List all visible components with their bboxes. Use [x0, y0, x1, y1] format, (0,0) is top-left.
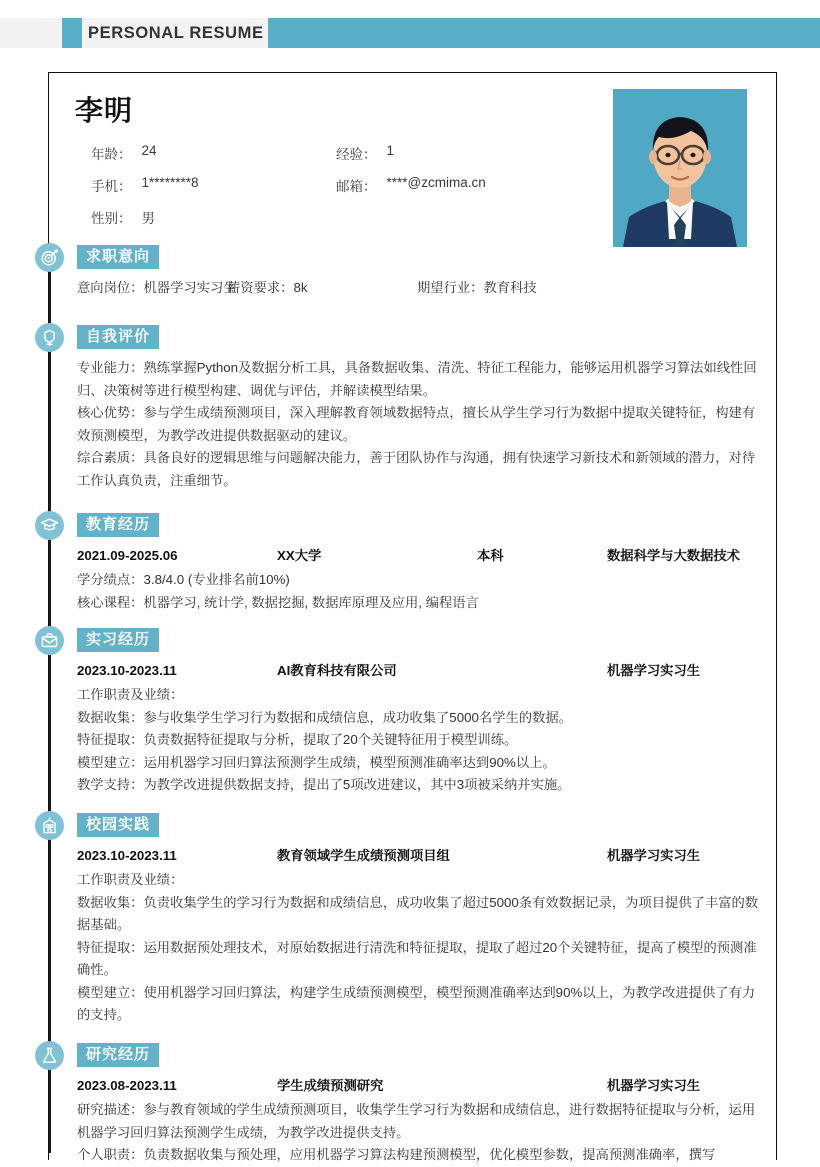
info-row [91, 143, 611, 163]
section-title-campus-practice: 校园实践 [77, 813, 159, 837]
education-school: XX大学 [277, 548, 322, 563]
education-detail: 学分绩点：3.8/4.0 (专业排名前10%) [77, 572, 290, 587]
banner-accent-bar [268, 18, 820, 48]
internship-detail: 模型建立：运用机器学习回归算法预测学生成绩，模型预测准确率达到90%以上。 [77, 754, 556, 770]
section-title-job-intent: 求职意向 [77, 245, 159, 269]
campus-detail: 数据收集：负责收集学生的学习行为数据和成绩信息，成功收集了超过5000条有效数据记录，为项目提供了丰富的数据基础。 [77, 894, 759, 932]
education-major: 数据科学与大数据技术 [607, 548, 740, 563]
portrait-illustration [613, 89, 747, 247]
internship-date: 2023.10-2023.11 [77, 663, 177, 678]
flask-icon [35, 1041, 64, 1070]
internship-detail: 数据收集：参与收集学生学习行为数据和成绩信息，成功收集了5000名学生的数据。 [77, 709, 572, 725]
section-body-campus-practice [77, 845, 765, 1027]
banner-title: PERSONAL RESUME [88, 24, 264, 42]
section-body-education [77, 545, 765, 614]
intent-position: 意向岗位：机器学习实习生 [77, 280, 237, 295]
award-icon [35, 323, 64, 352]
internship-detail: 工作职责及业绩： [77, 687, 184, 702]
info-label: 经验： [336, 147, 377, 162]
campus-role: 机器学习实习生 [607, 848, 701, 863]
info-age [91, 143, 336, 163]
job-intent-line [77, 277, 765, 299]
info-row [91, 175, 611, 195]
section-title-internship: 实习经历 [77, 628, 159, 652]
research-role: 机器学习实习生 [607, 1078, 701, 1093]
target-icon [35, 243, 64, 272]
research-project: 学生成绩预测研究 [277, 1078, 384, 1093]
intent-salary: 薪资要求：8k [227, 280, 308, 295]
graduation-cap-icon [35, 511, 64, 540]
school-building-icon [35, 811, 64, 840]
campus-detail: 模型建立：使用机器学习回归算法，构建学生成绩预测模型，模型预测准确率达到90%以上，为教学改进提供了有力的支持。 [77, 984, 756, 1022]
research-entry-header [77, 1075, 765, 1097]
info-value: 男 [141, 211, 155, 226]
section-body-job-intent [77, 277, 765, 299]
info-label: 年龄： [91, 147, 132, 162]
research-date: 2023.08-2023.11 [77, 1078, 177, 1093]
basic-info-grid [91, 143, 611, 239]
timeline-line [49, 263, 51, 1153]
info-value: 24 [141, 143, 157, 158]
info-phone [91, 175, 336, 195]
profile-photo [613, 89, 747, 247]
info-value: ****@zcmima.cn [386, 175, 486, 190]
section-body-research [77, 1075, 765, 1167]
section-title-education: 教育经历 [77, 513, 159, 537]
info-value: 1********8 [141, 175, 199, 190]
campus-entry-header [77, 845, 765, 867]
info-experience [336, 143, 581, 163]
campus-date: 2023.10-2023.11 [77, 848, 177, 863]
internship-entry-header [77, 660, 765, 682]
intent-industry: 期望行业：教育科技 [417, 280, 537, 295]
self-eval-paragraph: 综合素质：具备良好的逻辑思维与问题解决能力，善于团队协作与沟通，拥有快速学习新技术和新领域的潜力，对待工作认真负责，注重细节。 [77, 450, 756, 488]
education-date: 2021.09-2025.06 [77, 548, 178, 563]
candidate-name: 李明 [75, 95, 134, 126]
section-title-research: 研究经历 [77, 1043, 159, 1067]
campus-detail: 特征提取：运用数据预处理技术，对原始数据进行清洗和特征提取，提取了超过20个关键特征，提高了模型的预测准确性。 [77, 939, 757, 977]
campus-detail: 工作职责及业绩： [77, 872, 184, 887]
internship-company: AI教育科技有限公司 [277, 663, 397, 678]
info-gender [91, 207, 336, 227]
research-detail: 研究描述：参与教育领域的学生成绩预测项目，收集学生学习行为数据和成绩信息，进行数据特征提取与分析，运用机器学习回归算法预测学生成绩，为教学改进提供支持。 [77, 1102, 756, 1140]
education-degree: 本科 [477, 548, 504, 563]
self-eval-paragraph: 核心优势：参与学生成绩预测项目，深入理解教育领域数据特点，擅长从学生学习行为数据中提取关键特征，构建有效预测模型，为教学改进提供数据驱动的建议。 [77, 405, 756, 443]
resume-card [48, 72, 777, 1160]
briefcase-icon [35, 626, 64, 655]
research-detail: 个人职责：负责数据收集与预处理，应用机器学习算法构建预测模型，优化模型参数，提高预测准确率，撰写 [77, 1147, 716, 1162]
banner-accent-tab [62, 18, 82, 48]
info-empty [336, 207, 581, 227]
info-label: 手机： [91, 179, 132, 194]
campus-organization: 教育领域学生成绩预测项目组 [277, 848, 450, 863]
page-banner [0, 18, 820, 48]
info-value: 1 [386, 143, 395, 158]
section-body-internship [77, 660, 765, 797]
info-row [91, 207, 611, 227]
internship-role: 机器学习实习生 [607, 663, 701, 678]
section-body-self-evaluation [77, 357, 765, 492]
education-entry-header [77, 545, 765, 567]
info-label: 性别： [91, 211, 132, 226]
internship-detail: 特征提取：负责数据特征提取与分析，提取了20个关键特征用于模型训练。 [77, 732, 518, 747]
education-detail: 核心课程：机器学习, 统计学, 数据挖掘, 数据库原理及应用, 编程语言 [77, 594, 479, 610]
self-eval-paragraph: 专业能力：熟练掌握Python及数据分析工具，具备数据收集、清洗、特征工程能力，能够运用机器学习算法如线性回归、决策树等进行模型构建、调优与评估，并解读模型结果。 [77, 360, 757, 398]
internship-detail: 教学支持：为教学改进提供数据支持，提出了5项改进建议，其中3项被采纳并实施。 [77, 777, 571, 792]
info-email [336, 175, 581, 195]
section-title-self-evaluation: 自我评价 [77, 325, 159, 349]
info-label: 邮箱： [336, 179, 377, 194]
